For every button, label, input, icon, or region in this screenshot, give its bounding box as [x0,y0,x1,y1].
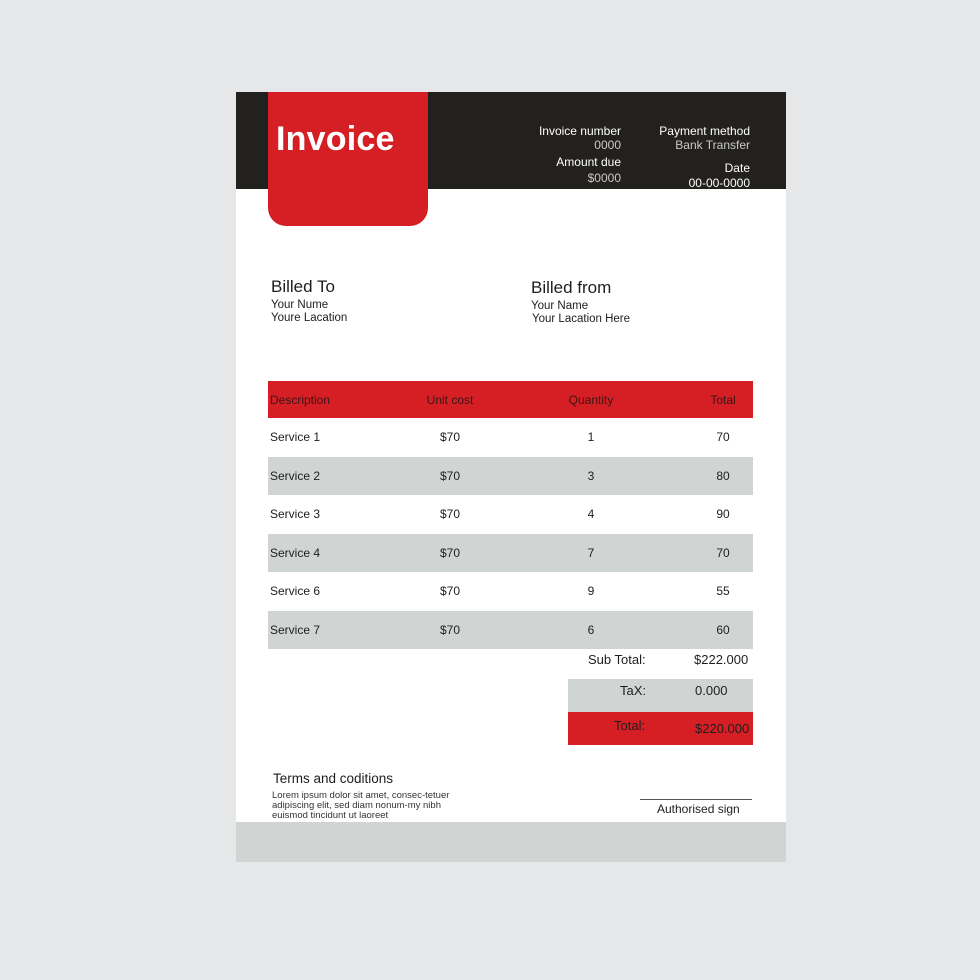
billed-to [271,277,347,324]
col-unit-cost: Unit cost [426,392,474,407]
invoice-number-value: 0000 [594,138,621,152]
date-value: 00-00-0000 [688,176,750,190]
amount-due-block [556,155,621,185]
cell-total: 55 [716,584,730,599]
cell-description: Service 2 [270,468,321,483]
signature-line [640,799,752,800]
tax-label: TaX: [620,683,647,698]
col-total: Total [710,392,736,407]
total-label: Total: [614,718,646,733]
cell-description: Service 4 [270,545,321,560]
billed-from [531,278,630,325]
col-quantity: Quantity [568,392,614,407]
cell-unit-cost: $70 [439,584,461,599]
billed-to-heading: Billed To [271,277,335,296]
cell-description: Service 1 [270,430,321,445]
invoice-number-block [539,124,621,152]
cell-quantity: 9 [587,584,595,599]
cell-quantity: 3 [587,468,595,483]
cell-total: 80 [716,468,730,483]
cell-quantity: 7 [587,545,595,560]
cell-quantity: 1 [587,430,595,445]
amount-due-label: Amount due [556,155,621,169]
invoice-number-label: Invoice number [538,124,621,138]
cell-quantity: 6 [587,622,595,637]
subtotal-label: Sub Total: [588,652,646,667]
billed-to-name: Your Nume [271,299,329,311]
cell-total: 70 [716,545,730,560]
billed-from-heading: Billed from [531,278,612,297]
table-row [268,457,753,496]
payment-method-label: Payment method [659,124,750,138]
table-row [268,495,753,534]
cell-unit-cost: $70 [439,507,461,522]
payment-method-value: Bank Transfer [675,138,750,152]
cell-description: Service 6 [270,584,321,599]
billed-to-location: Youre Lacation [271,311,348,324]
table-header [268,381,753,418]
date-block [689,161,750,190]
amount-due-value: $0000 [587,171,621,185]
cell-total: 70 [716,430,730,445]
cell-unit-cost: $70 [439,430,461,445]
billed-from-location: Your Lacation Here [532,312,631,325]
cell-unit-cost: $70 [439,545,461,560]
invoice-page [236,92,786,862]
cell-total: 60 [716,622,730,637]
invoice-title: Invoice [276,120,395,158]
subtotal-value: $222.000 [694,652,749,667]
terms-heading: Terms and coditions [273,771,394,786]
cell-description: Service 3 [270,507,321,522]
signature-label: Authorised sign [657,802,740,816]
cell-unit-cost: $70 [439,622,461,637]
table-row [268,611,753,650]
col-description: Description [270,392,331,407]
total-value: $220.000 [695,721,750,736]
cell-unit-cost: $70 [439,468,461,483]
cell-quantity: 4 [587,507,595,522]
date-label: Date [724,161,750,175]
cell-total: 90 [716,507,730,522]
table-row [268,572,753,611]
services-table [268,381,753,649]
footer-bar [236,822,786,862]
title-block [268,92,428,226]
terms-text: Lorem ipsum dolor sit amet, consec-tetuer adipiscing elit, sed diam nonum-my nibh euismod tincidunt ut laoreet [272,790,450,821]
table-row [268,534,753,573]
cell-description: Service 7 [270,622,321,637]
tax-value: 0.000 [695,683,728,698]
table-row [268,418,753,457]
billed-from-name: Your Name [531,300,589,312]
payment-method-block [659,124,750,152]
